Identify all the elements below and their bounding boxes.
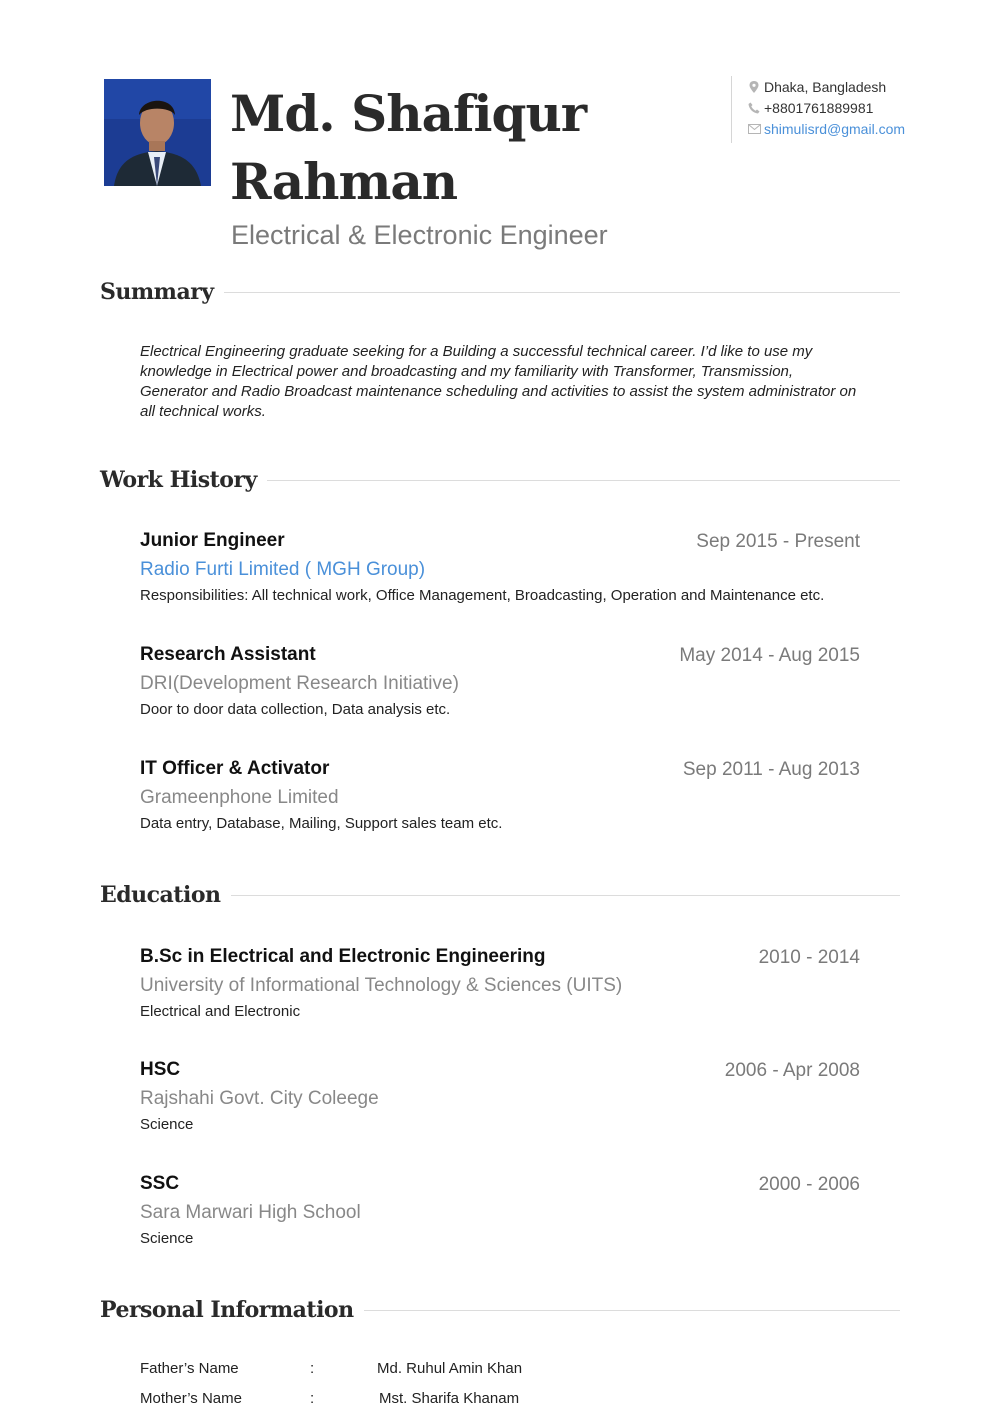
work-date: May 2014 - Aug 2015 (679, 645, 860, 666)
envelope-icon (744, 124, 764, 134)
job-title: Electrical & Electronic Engineer (231, 220, 608, 250)
section-divider (267, 480, 900, 481)
phone-icon (744, 102, 764, 114)
candidate-name (230, 80, 690, 216)
contact-phone (744, 97, 905, 118)
personal-info-label: Father’s Name (140, 1360, 239, 1377)
summary-heading: Summary (100, 279, 214, 305)
education-school: University of Informational Technology & Sciences (UITS) (140, 975, 623, 996)
education-date: 2000 - 2006 (758, 1174, 860, 1195)
personal-info-row (140, 1390, 640, 1410)
education-degree: SSC (140, 1173, 180, 1194)
email-link[interactable]: shimulisrd@gmail.com (764, 120, 906, 137)
name-line-2: Rahman (230, 152, 458, 211)
education-section-header (100, 882, 900, 908)
education-entry (140, 945, 860, 1022)
work-role: Junior Engineer (140, 530, 285, 551)
work-section-header (100, 467, 900, 493)
map-pin-icon (744, 81, 764, 93)
education-heading: Education (100, 882, 221, 908)
personal-info-separator: : (310, 1360, 315, 1377)
section-divider (224, 292, 900, 293)
work-company-link[interactable]: Radio Furti Limited ( MGH Group) (140, 559, 426, 580)
education-school: Sara Marwari High School (140, 1202, 361, 1223)
education-field: Electrical and Electronic (140, 1003, 301, 1020)
work-heading: Work History (100, 467, 257, 493)
personal-heading: Personal Information (100, 1297, 354, 1323)
profile-photo (104, 79, 211, 186)
section-divider (231, 895, 901, 896)
work-entry (140, 643, 860, 720)
personal-info-value: Md. Ruhul Amin Khan (377, 1360, 523, 1377)
name-line-1: Md. Shafiqur (230, 84, 587, 143)
work-entry (140, 757, 860, 834)
education-date: 2010 - 2014 (758, 947, 860, 968)
work-date: Sep 2015 - Present (696, 531, 860, 552)
work-company: DRI(Development Research Initiative) (140, 673, 459, 694)
education-school: Rajshahi Govt. City Coleege (140, 1088, 379, 1109)
work-entry (140, 529, 860, 606)
work-description: Door to door data collection, Data analysis etc. (140, 701, 451, 718)
personal-section-header (100, 1297, 900, 1323)
work-role: IT Officer & Activator (140, 758, 330, 779)
personal-info-label: Mother’s Name (140, 1390, 242, 1407)
work-company: Grameenphone Limited (140, 787, 339, 808)
education-entry (140, 1058, 860, 1135)
contact-block (731, 76, 905, 143)
education-degree: HSC (140, 1059, 181, 1080)
education-date: 2006 - Apr 2008 (724, 1060, 860, 1081)
education-degree: B.Sc in Electrical and Electronic Engineering (140, 946, 546, 967)
education-field: Science (140, 1116, 194, 1133)
personal-info-row (140, 1360, 640, 1380)
contact-email (744, 118, 905, 139)
personal-info-separator: : (310, 1390, 315, 1407)
section-divider (364, 1310, 900, 1311)
summary-text: Electrical Engineering graduate seeking for a Building a successful technical career. I’d like to use my knowledge in Electrical power and broadcasting and my familiarity with Transformer, Transmission, Generator and Radio Broadcast maintenance scheduling and activities to assist the system administrator on all technical works. (140, 343, 857, 420)
work-description: Responsibilities: All technical work, Office Management, Broadcasting, Operation and Maintenance etc. (140, 587, 825, 604)
summary-section-header (100, 279, 900, 305)
work-description: Data entry, Database, Mailing, Support sales team etc. (140, 815, 503, 832)
work-date: Sep 2011 - Aug 2013 (682, 759, 860, 780)
education-field: Science (140, 1230, 194, 1247)
phone-text: +8801761889981 (764, 99, 874, 116)
location-text: Dhaka, Bangladesh (764, 78, 887, 95)
work-role: Research Assistant (140, 644, 316, 665)
education-entry (140, 1172, 860, 1249)
personal-info-value: Mst. Sharifa Khanam (379, 1390, 520, 1407)
contact-location (744, 76, 905, 97)
